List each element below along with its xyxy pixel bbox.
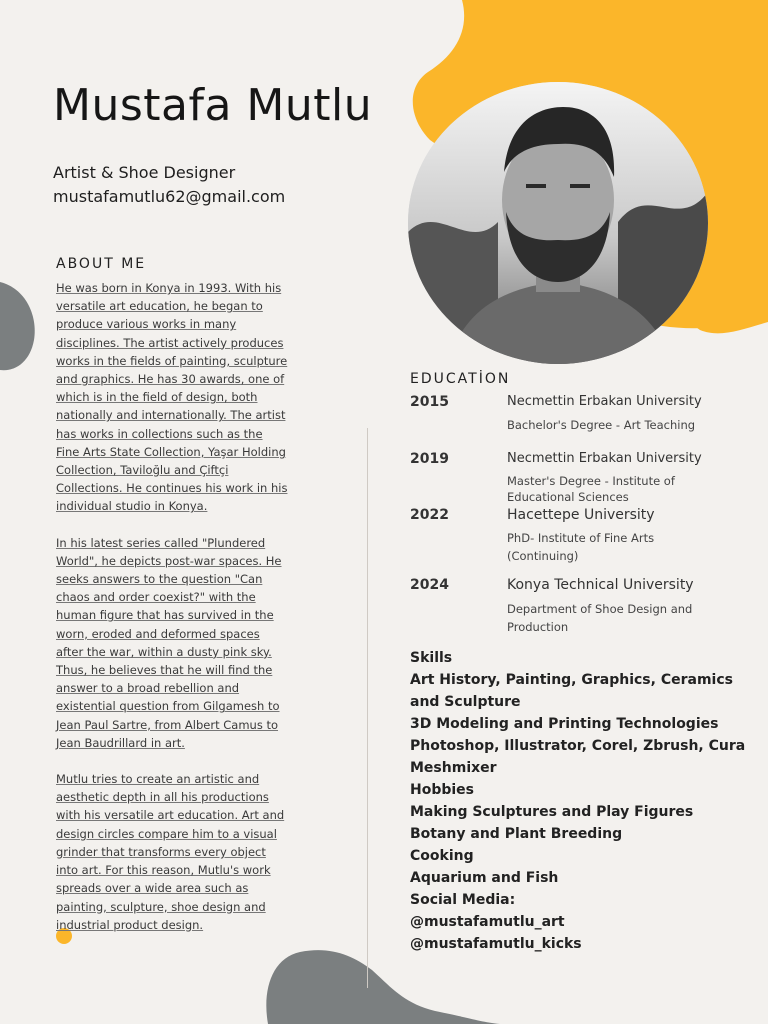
person-name: Mustafa Mutlu — [53, 80, 373, 131]
education-school: Hacettepe University — [507, 507, 655, 523]
hobby-item: Cooking — [410, 848, 474, 864]
education-degree: Master's Degree - Institute of Educational Sciences — [507, 474, 675, 504]
education-year: 2022 — [410, 507, 449, 523]
profile-photo — [408, 82, 708, 364]
education-degree: Bachelor's Degree - Art Teaching — [507, 418, 696, 432]
about-text — [56, 279, 288, 952]
skills-heading: Skills — [410, 650, 453, 666]
education-item — [410, 451, 740, 507]
hobby-item: Aquarium and Fish — [410, 870, 559, 886]
portrait-photo-icon — [408, 82, 708, 364]
gray-blob-left-decoration — [0, 270, 60, 390]
skills-line: 3D Modeling and Printing Technologies — [410, 716, 719, 732]
email-address[interactable]: mustafamutlu62@gmail.com — [53, 187, 286, 206]
skills-list — [410, 647, 750, 955]
about-section-title: ABOUT ME — [56, 256, 147, 272]
education-item — [410, 507, 740, 567]
education-school: Necmettin Erbakan University — [507, 394, 702, 409]
about-paragraph: He was born in Konya in 1993. With his versatile art education, he began to produce various works in many disciplines. The artist actively produces works in the fields of painting, sculpture and graphics. He has 30 awards, one of which is in the field of design, both nationally and internationally. The artist has works in collections such as the Fine Arts State Collection, Yaşar Holding Collection, Taviloğlu and Çiftçi Collections. He continues his work in his individual studio in Konya. — [56, 281, 288, 514]
skills-line: Meshmixer — [410, 760, 497, 776]
column-divider — [367, 428, 368, 988]
social-handle[interactable]: @mustafamutlu_art — [410, 914, 565, 930]
education-degree: PhD- Institute of Fine Arts (Continuing) — [507, 531, 655, 563]
job-title: Artist & Shoe Designer — [53, 163, 236, 182]
education-item — [410, 577, 740, 637]
hobby-item: Making Sculptures and Play Figures — [410, 804, 694, 820]
education-year: 2019 — [410, 451, 449, 467]
about-paragraph: Mutlu tries to create an artistic and aesthetic depth in all his productions with his versatile art education. Art and design circles compare him to a visual grinder that transforms every object into art. For this reason, Mutlu's work spreads over a wide area such as painting, sculpture, shoe design and industrial product design. — [56, 772, 285, 932]
social-handle[interactable]: @mustafamutlu_kicks — [410, 936, 582, 952]
about-paragraph: In his latest series called "Plundered World", he depicts post-war spaces. He seeks answers to the question "Can chaos and order coexist?" with the human figure that has survived in the worn, eroded and deformed spaces after the war, within a dusty pink sky. Thus, he believes that he will find the answer to a broad rebellion and existential question from Gilgamesh to Jean Paul Sartre, from Albert Camus to Jean Baudrillard in art. — [56, 535, 282, 750]
skills-line: Photoshop, Illustrator, Corel, Zbrush, Cura — [410, 738, 746, 754]
education-degree: Department of Shoe Design and Production — [507, 602, 693, 634]
education-item — [410, 394, 740, 444]
hobbies-heading: Hobbies — [410, 782, 475, 798]
hobby-item: Botany and Plant Breeding — [410, 826, 623, 842]
skills-line: and Sculpture — [410, 694, 521, 710]
skills-line: Art History, Painting, Graphics, Ceramics — [410, 672, 733, 688]
social-media-heading: Social Media: — [410, 892, 516, 908]
education-section-title: EDUCATİON — [410, 371, 511, 387]
education-year: 2015 — [410, 394, 449, 410]
education-school: Konya Technical University — [507, 577, 694, 593]
education-school: Necmettin Erbakan University — [507, 451, 702, 466]
education-year: 2024 — [410, 577, 449, 593]
